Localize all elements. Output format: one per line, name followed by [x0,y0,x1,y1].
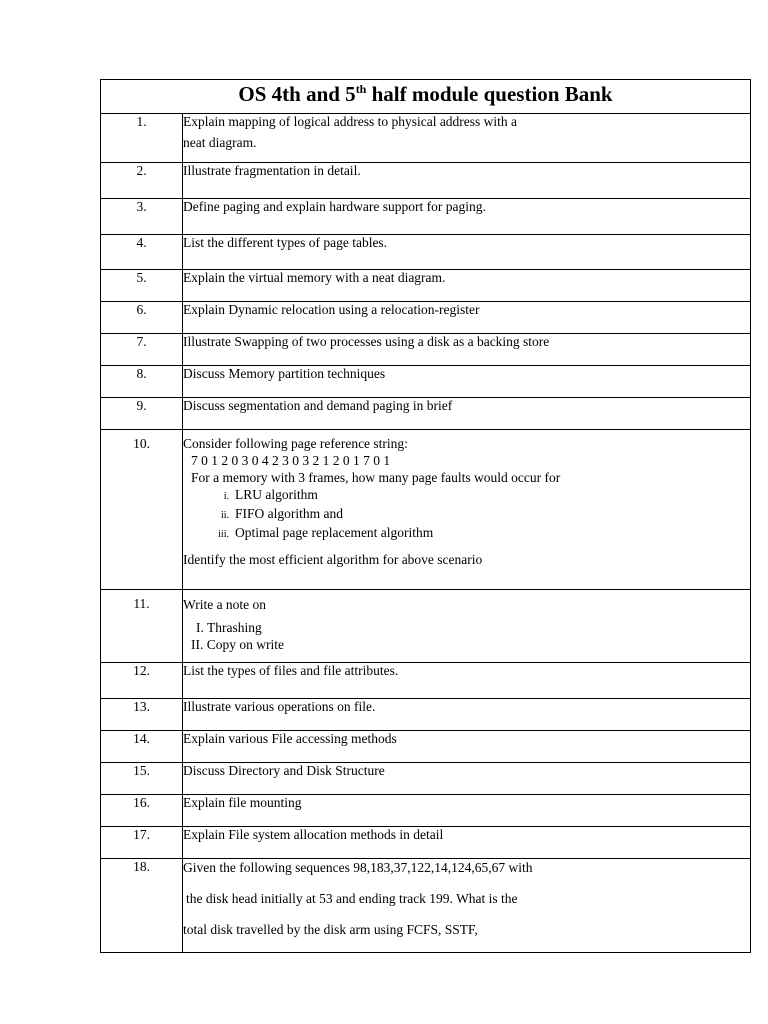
title-superscript: th [355,82,367,96]
question-number: 7. [101,334,183,366]
question-row [101,763,751,795]
question-number: 1. [101,114,183,163]
question-intro: Consider following page reference string: [183,436,408,451]
question-line: Given the following sequences 98,183,37,122,14,124,65,67 with [183,860,533,875]
question-row [101,302,751,334]
question-row [101,235,751,270]
question-row [101,334,751,366]
question-text: List the types of files and file attributes. [183,663,751,699]
question-number: 2. [101,163,183,199]
question-number: 16. [101,795,183,827]
question-number: 8. [101,366,183,398]
title-row [101,80,751,114]
note-item: II. Copy on write [191,637,284,652]
question-closing: Identify the most efficient algorithm for above scenario [183,552,483,567]
question-text: Illustrate Swapping of two processes using a disk as a backing store [183,334,751,366]
question-row [101,795,751,827]
question-row [101,859,751,953]
question-row [101,590,751,663]
question-text: Discuss segmentation and demand paging in brief [183,398,751,430]
question-number: 9. [101,398,183,430]
question-text [183,114,751,163]
question-number: 10. [101,430,183,590]
question-line: total disk travelled by the disk arm using FCFS, SSTF, [183,922,478,937]
question-row [101,163,751,199]
question-number: 15. [101,763,183,795]
question-line: Explain mapping of logical address to physical address with a [183,114,518,129]
question-text: List the different types of page tables. [183,235,751,270]
option-text: LRU algorithm [235,487,318,502]
question-text: Explain Dynamic relocation using a relocation-register [183,302,751,334]
question-text: Explain the virtual memory with a neat diagram. [183,270,751,302]
option-item [183,524,750,543]
option-numeral: i. [223,491,229,502]
question-row [101,430,751,590]
option-text: Optimal page replacement algorithm [235,525,434,540]
reference-string: 7 0 1 2 0 3 0 4 2 3 0 3 2 1 2 0 1 7 0 1 [191,453,391,468]
question-number: 4. [101,235,183,270]
question-row [101,270,751,302]
question-number: 5. [101,270,183,302]
question-text: Illustrate fragmentation in detail. [183,163,751,199]
option-item [183,486,750,505]
question-number: 13. [101,699,183,731]
question-row [101,114,751,163]
question-number: 17. [101,827,183,859]
question-row [101,366,751,398]
question-text: Discuss Directory and Disk Structure [183,763,751,795]
question-line: neat diagram. [183,135,257,150]
question-row [101,663,751,699]
question-number: 12. [101,663,183,699]
question-text: Illustrate various operations on file. [183,699,751,731]
title-prefix: OS 4th and 5 [238,82,356,106]
question-number: 14. [101,731,183,763]
question-number: 6. [101,302,183,334]
question-text [183,590,751,663]
question-number: 18. [101,859,183,953]
question-text [183,859,751,953]
question-bank-table [100,79,751,953]
option-numeral: ii. [220,510,229,521]
option-item [183,505,750,524]
frames-line: For a memory with 3 frames, how many page faults would occur for [191,470,561,485]
question-text: Explain File system allocation methods in detail [183,827,751,859]
question-text: Define paging and explain hardware support for paging. [183,199,751,235]
question-row [101,731,751,763]
question-line: the disk head initially at 53 and ending track 199. What is the [186,891,518,906]
question-text [183,430,751,590]
question-number: 11. [101,590,183,663]
option-text: FIFO algorithm and [235,506,343,521]
question-text: Discuss Memory partition techniques [183,366,751,398]
question-row [101,199,751,235]
option-numeral: iii. [218,529,229,540]
question-text: Explain various File accessing methods [183,731,751,763]
question-row [101,827,751,859]
question-text: Explain file mounting [183,795,751,827]
question-row [101,398,751,430]
note-item: I. Thrashing [196,620,262,635]
title-suffix: half module question Bank [366,82,613,106]
question-row [101,699,751,731]
question-number: 3. [101,199,183,235]
page-title [101,80,751,114]
question-intro: Write a note on [183,597,267,612]
